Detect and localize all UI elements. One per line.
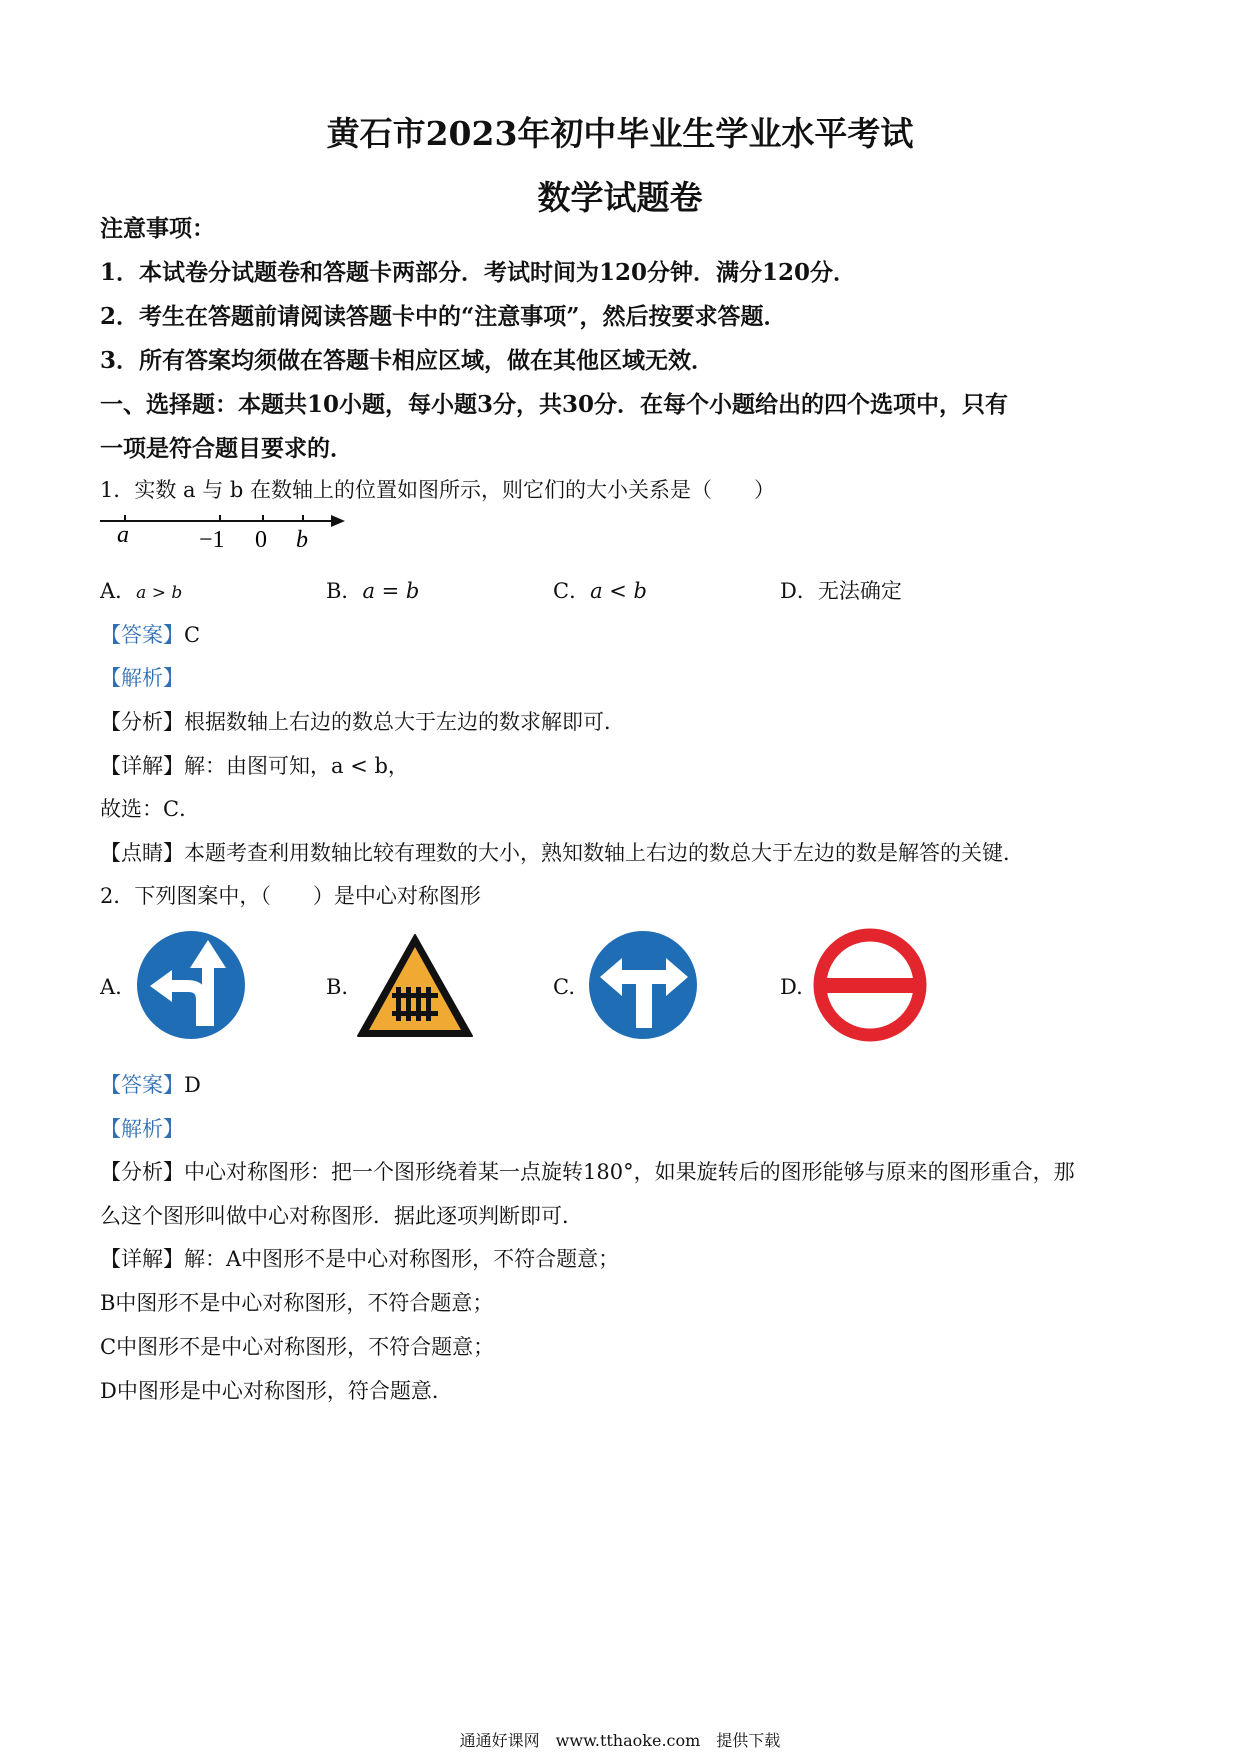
q1-guxuan: 故选：C． <box>100 797 201 821</box>
q2-xiangjie-b: B中图形不是中心对称图形，不符合题意； <box>100 1291 494 1315</box>
section-heading-line2: 一项是符合题目要求的． <box>100 435 353 462</box>
numberline-label-a: a <box>117 522 129 548</box>
q2-xiangjie-d: D中图形是中心对称图形，符合题意． <box>100 1379 453 1403</box>
q2-answer <box>100 1069 201 1099</box>
q1-dianjing <box>100 837 1024 867</box>
q1-option-d-text: 无法确定 <box>817 579 902 603</box>
q2-fenxi <box>100 1156 1075 1186</box>
q1-option-d-label: D． <box>780 579 818 603</box>
numberline-label-minus1: −1 <box>199 527 225 553</box>
q1-option-b <box>326 575 419 605</box>
q1-analysis-tag: 【解析】 <box>100 666 184 690</box>
q1-xiangjie-text: 解：由图可知，a < b， <box>184 754 409 778</box>
q2-xiangjie-c: C中图形不是中心对称图形，不符合题意； <box>100 1335 495 1359</box>
q1-answer-value: C <box>184 623 201 647</box>
section-heading-line1: 一、选择题：本题共10小题，每小题3分，共30分．在每个小题给出的四个选项中，只有 <box>100 391 1009 418</box>
q1-option-c <box>553 575 647 605</box>
q1-option-b-label: B． <box>326 579 363 603</box>
page-footer: 通通好课网 www.tthaoke.com 提供下载 <box>459 1731 781 1750</box>
q2-xiangjie-a: 解：A中图形不是中心对称图形，不符合题意； <box>184 1247 620 1271</box>
railway-crossing-warning-sign-icon <box>356 933 474 1039</box>
q1-fenxi-text: 根据数轴上右边的数总大于左边的数求解即可． <box>184 710 625 734</box>
q2-stem: 2．下列图案中，（ ）是中心对称图形 <box>100 884 481 908</box>
q1-option-c-text: a < b <box>590 579 647 603</box>
q2-answer-value: D <box>184 1073 201 1097</box>
exam-title: 黄石市2023年初中毕业生学业水平考试 <box>326 114 914 153</box>
q1-option-c-label: C． <box>553 579 591 603</box>
numberline-label-b: b <box>296 527 308 553</box>
q1-xiangjie-tag: 【详解】 <box>100 754 184 778</box>
q1-dianjing-text: 本题考查利用数轴比较有理数的大小，熟知数轴上右边的数总大于左边的数是解答的关键． <box>184 841 1024 865</box>
q2-option-d-label: D. <box>780 975 803 999</box>
q1-option-a-label: A． <box>100 579 137 603</box>
q1-answer <box>100 619 200 649</box>
q2-option-c-label: C. <box>553 975 575 999</box>
q1-answer-tag: 【答案】 <box>100 623 184 647</box>
number-line-figure <box>95 505 355 555</box>
q1-option-a <box>100 575 182 605</box>
notice-3: 3．所有答案均须做在答题卡相应区域，做在其他区域无效． <box>100 347 715 374</box>
q2-analysis-tag: 【解析】 <box>100 1117 184 1141</box>
exam-subtitle: 数学试题卷 <box>537 178 703 217</box>
q1-dianjing-tag: 【点睛】 <box>100 841 184 865</box>
numberline-label-0: 0 <box>255 527 267 553</box>
notice-1: 1．本试卷分试题卷和答题卡两部分．考试时间为120分钟．满分120分． <box>100 259 857 286</box>
q1-fenxi <box>100 706 625 736</box>
q1-stem: 1．实数 a 与 b 在数轴上的位置如图所示，则它们的大小关系是（ ） <box>100 478 776 502</box>
q2-option-a-label: A. <box>100 975 122 999</box>
q1-option-b-text: a = b <box>362 579 420 603</box>
notice-2: 2．考生在答题前请阅读答题卡中的“注意事项”，然后按要求答题． <box>100 303 787 330</box>
q1-option-a-text: a > b <box>136 583 183 603</box>
q2-xiangjie <box>100 1243 619 1273</box>
q2-option-b-label: B. <box>326 975 349 999</box>
q2-fenxi-tag: 【分析】 <box>100 1160 184 1184</box>
left-right-turn-sign-icon <box>584 926 702 1044</box>
q1-option-d <box>780 575 902 605</box>
no-entry-sign-icon <box>811 926 929 1044</box>
q2-fenxi-text: 中心对称图形：把一个图形绕着某一点旋转180°，如果旋转后的图形能够与原来的图形重合，那 <box>184 1160 1075 1184</box>
q2-fenxi-line2: 么这个图形叫做中心对称图形．据此逐项判断即可． <box>100 1204 583 1228</box>
notice-heading: 注意事项： <box>100 215 215 242</box>
q1-xiangjie <box>100 750 409 780</box>
q2-answer-tag: 【答案】 <box>100 1073 184 1097</box>
q2-xiangjie-tag: 【详解】 <box>100 1247 184 1271</box>
q1-fenxi-tag: 【分析】 <box>100 710 184 734</box>
left-straight-arrow-sign-icon <box>132 926 250 1044</box>
